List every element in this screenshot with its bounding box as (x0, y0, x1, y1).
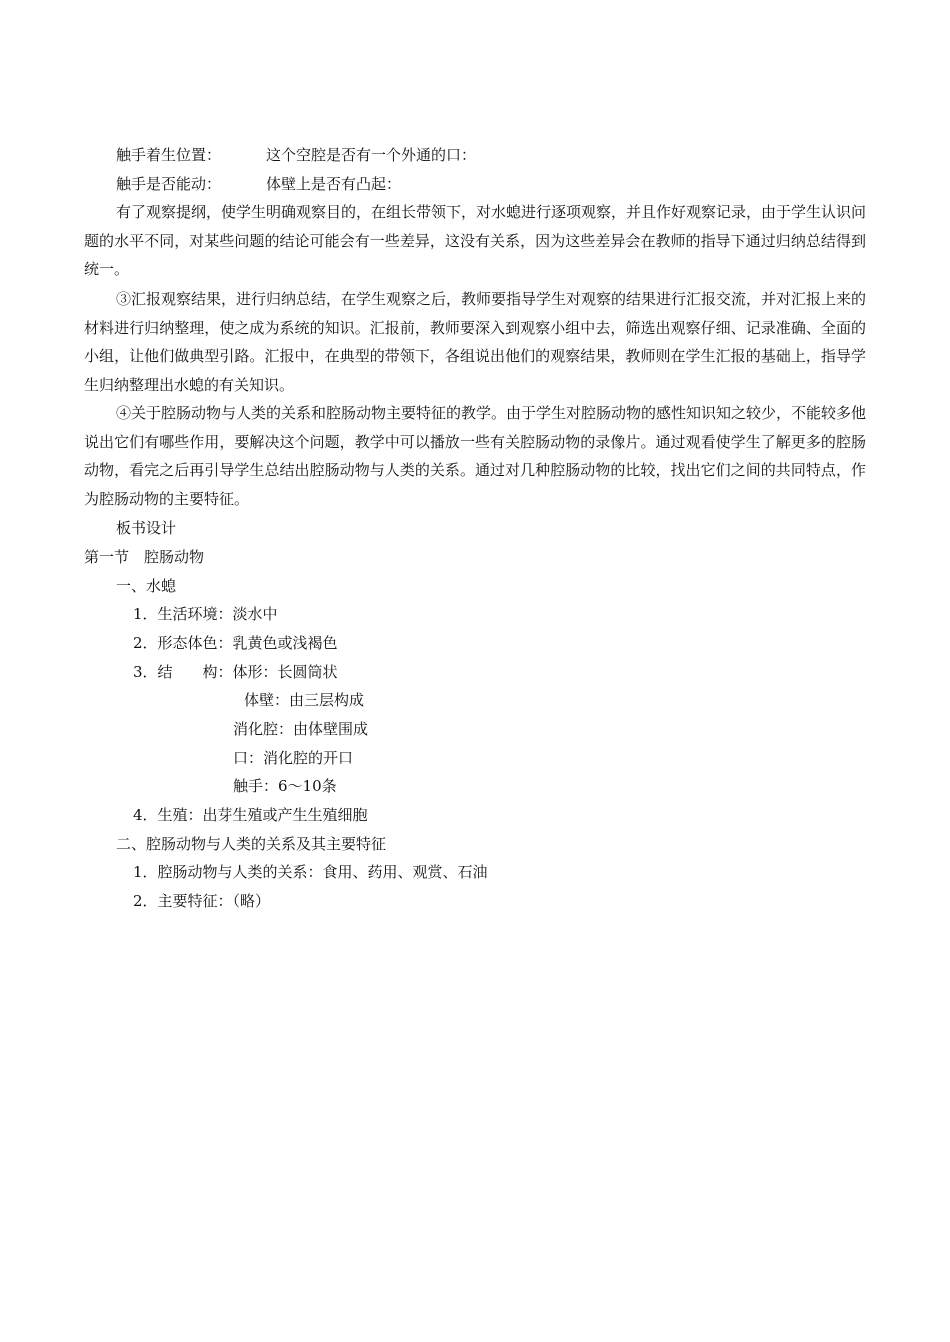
section-title: 第一节 腔肠动物 (84, 548, 205, 566)
prompt-tentacle-movement: 触手是否能动： (116, 175, 222, 193)
paragraph-report-summary: ③汇报观察结果，进行归纳总结，在学生观察之后，教师要指导学生对观察的结果进行汇报交流，并对汇报上来的材料进行归纳整理，使之成为系统的知识。汇报前，教师要深入到观察小组中去，筛选出观察仔细、记录准确、全面的小组，让他们做典型引路。汇报中，在典型的带领下，各组说出他们的观察结果，教师则在学生汇报的基础上，指导学生归纳整理出水螅的有关知识。 (84, 290, 867, 395)
item-color: 2．形态体色：乳黄色或浅褐色 (133, 634, 338, 652)
structure-digestive-cavity: 消化腔：由体壁围成 (233, 720, 369, 738)
part-one-heading: 一、水螅 (116, 577, 177, 595)
prompt-body-wall-bumps: 体壁上是否有凸起： (266, 175, 402, 193)
structure-body-wall: 体壁：由三层构成 (244, 691, 365, 709)
item-habitat: 1．生活环境：淡水中 (133, 605, 278, 623)
structure-tentacles: 触手：6～10条 (233, 777, 337, 795)
item-reproduction: 4．生殖：出芽生殖或产生生殖细胞 (133, 806, 368, 824)
paragraph-relationship-teaching: ④关于腔肠动物与人类的关系和腔肠动物主要特征的教学。由于学生对腔肠动物的感性知识知之较少，不能较多他说出它们有哪些作用，要解决这个问题，教学中可以播放一些有关腔肠动物的录像片。通过观看使学生了解更多的腔肠动物，看完之后再引导学生总结出腔肠动物与人类的关系。通过对几种腔肠动物的比较，找出它们之间的共同特点，作为腔肠动物的主要特征。 (84, 404, 867, 509)
paragraph-observation-outline: 有了观察提纲，使学生明确观察目的，在组长带领下，对水螅进行逐项观察，并且作好观察记录，由于学生认识问题的水平不同，对某些问题的结论可能会有一些差异，这没有关系，因为这些差异会在教师的指导下通过归纳总结得到统一。 (84, 203, 867, 279)
part-two-heading: 二、腔肠动物与人类的关系及其主要特征 (116, 835, 387, 853)
structure-mouth: 口：消化腔的开口 (233, 749, 354, 767)
item-human-relationship: 1．腔肠动物与人类的关系：食用、药用、观赏、石油 (133, 863, 488, 881)
item-structure: 3．结 构：体形：长圆筒状 (133, 663, 338, 681)
prompt-cavity-opening: 这个空腔是否有一个外通的口： (266, 146, 477, 164)
board-design-heading: 板书设计 (116, 519, 177, 537)
item-main-features: 2．主要特征：（略） (133, 892, 271, 910)
prompt-tentacle-position: 触手着生位置： (116, 146, 222, 164)
